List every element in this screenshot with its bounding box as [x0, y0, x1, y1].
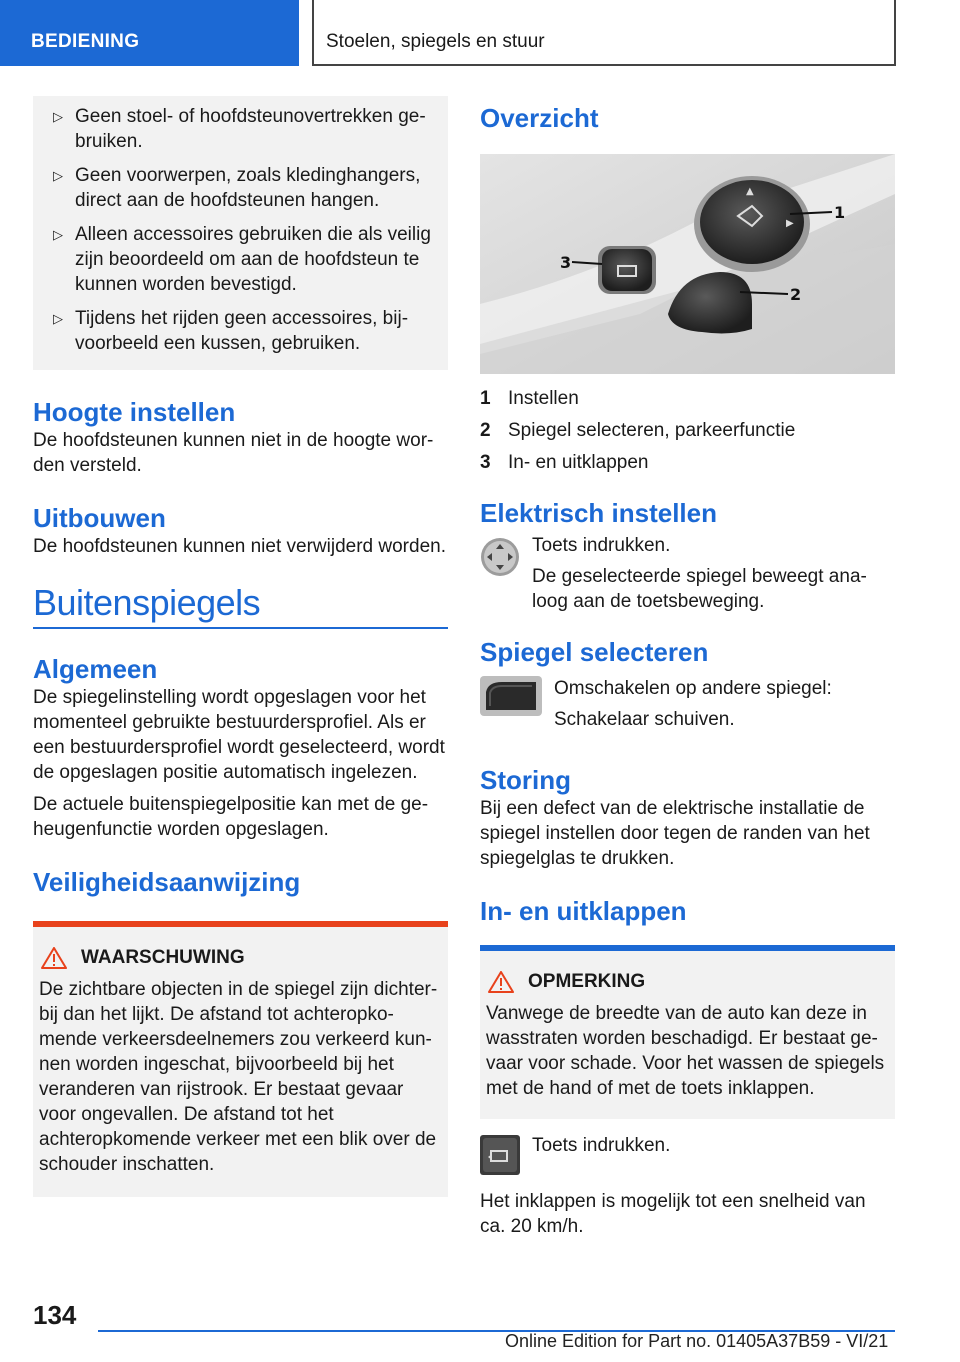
heading-mirrors: Buitenspiegels	[33, 582, 261, 623]
list-item-text: Geen voorwerpen, zoals kledinghangers, direct aan de hoofdsteunen hangen.	[75, 165, 421, 211]
legend-item	[480, 386, 895, 411]
note-title	[486, 971, 889, 993]
mirror-fold-button-icon	[480, 1135, 520, 1175]
heading-height: Hoogte instellen	[33, 397, 236, 427]
svg-text:▲: ▲	[746, 186, 754, 197]
warning-text: De zichtbare objecten in de spiegel zijn dichterbij dan het lijkt. De afstand tot achteropkomende verkeersdeelnemers zou verkeerd kunnen worden ingeschat, bijvoorbeeld bij het veranderen van rijstrook. Er bestaat gevaar voor ongevallen. De afstand tot het achteropkomende verkeer met een blik over de schouder inschatten.	[39, 979, 438, 1175]
heading-fault: Storing	[480, 765, 571, 795]
list-item	[43, 306, 438, 356]
electric-text-1: Toets indrukken.	[532, 535, 671, 556]
list-item-text: Tijdens het rijden geen accessoires, bijvoorbeeld een kussen, gebruiken.	[75, 308, 409, 354]
bullet-list	[33, 96, 448, 370]
legend-text: Instellen	[508, 388, 579, 409]
heading-remove: Uitbouwen	[33, 503, 166, 533]
list-item	[43, 222, 438, 297]
warning-triangle-icon	[41, 947, 67, 969]
select-block	[480, 676, 895, 732]
legend-text: Spiegel selecteren, parkeerfunctie	[508, 420, 796, 441]
list-item-text: Alleen accessoires gebruiken die als veilig zijn beoordeeld om aan de hoofdsteun te kunnen worden bevestigd.	[75, 224, 431, 295]
note-box	[480, 945, 895, 1119]
heading-overview: Overzicht	[480, 103, 599, 133]
heading-select: Spiegel selecteren	[480, 637, 709, 667]
select-text-2: Schakelaar schuiven.	[554, 709, 735, 730]
heading-safety: Veiligheidsaanwijzing	[33, 867, 301, 897]
triangle-bullet-icon: ▷	[53, 311, 63, 326]
legend-number: 2	[480, 420, 491, 441]
warning-label: WAARSCHUWING	[81, 947, 245, 968]
right-column	[480, 96, 895, 1239]
mirror-adjust-button-icon	[480, 537, 520, 577]
heading-general: Algemeen	[33, 654, 158, 684]
legend-list	[480, 386, 895, 475]
electric-text-2a	[480, 564, 895, 614]
chapter-title: Stoelen, spiegels en stuur	[312, 0, 896, 66]
svg-text:2: 2	[790, 285, 802, 304]
select-text-1: Omschakelen op andere spiegel:	[554, 678, 832, 699]
legend-item	[480, 418, 895, 443]
svg-text:▶: ▶	[786, 218, 794, 229]
select-texts	[542, 676, 832, 732]
triangle-bullet-icon: ▷	[53, 168, 63, 183]
fold-text-1: Toets indrukken.	[532, 1135, 671, 1156]
footer-edition: Online Edition for Part no. 01405A37B59 - VI/21	[505, 1331, 889, 1351]
mirror-switch-icon	[480, 676, 542, 716]
note-text: Vanwege de breedte van de auto kan deze in wasstraten worden beschadigd. Er bestaat gevaar voor schade. Voor het wassen de spiegels met de hand of met de toets inklappen.	[486, 1003, 885, 1099]
triangle-bullet-icon: ▷	[53, 227, 63, 242]
electric-block	[480, 533, 895, 614]
remove-text: De hoofdsteunen kunnen niet verwijderd worden.	[33, 536, 446, 557]
warning-title	[39, 947, 442, 969]
general-text-2: De actuele buitenspiegelpositie kan met de geheugenfunctie worden opgeslagen.	[33, 794, 429, 840]
svg-text:1: 1	[834, 203, 846, 222]
legend-number: 3	[480, 452, 491, 473]
legend-number: 1	[480, 388, 491, 409]
heading-electric: Elektrisch instellen	[480, 498, 717, 528]
list-item	[43, 163, 438, 213]
warning-triangle-icon	[488, 971, 514, 993]
list-item-text: Geen stoel- of hoofdsteunovertrekken gebruiken.	[75, 106, 426, 152]
legend-text: In- en uitklappen	[508, 452, 649, 473]
fold-text-2: Het inklappen is mogelijk tot een snelheid van ca. 20 km/h.	[480, 1191, 866, 1237]
left-column	[33, 96, 448, 1197]
page-header	[0, 0, 960, 66]
page-number: 134	[33, 1300, 77, 1330]
warning-box	[33, 921, 448, 1197]
svg-text:3: 3	[560, 253, 572, 272]
electric-text-2: De geselecteerde spiegel beweegt analoog aan de toetsbeweging.	[532, 566, 867, 612]
fault-text: Bij een defect van de elektrische installatie de spiegel instellen door tegen de randen van het spiegelglas te drukken.	[480, 798, 870, 869]
legend-item	[480, 450, 895, 475]
section-tab: BEDIENING	[0, 0, 299, 66]
fold-block	[480, 1135, 895, 1175]
note-label: OPMERKING	[528, 971, 646, 992]
heading-fold: In- en uitklappen	[480, 896, 687, 926]
height-text: De hoofdsteunen kunnen niet in de hoogte worden versteld.	[33, 430, 434, 476]
list-item	[43, 104, 438, 154]
triangle-bullet-icon: ▷	[53, 109, 63, 124]
heading-mirrors-wrap	[33, 581, 448, 629]
mirror-controls-photo	[480, 154, 895, 374]
general-text-1: De spiegelinstelling wordt opgeslagen voor het momenteel gebruikte bestuurdersprofiel. Als er een bestuurdersprofiel wordt geselecteerd, wordt de opgeslagen positie automatisch ingelezen.	[33, 687, 445, 783]
